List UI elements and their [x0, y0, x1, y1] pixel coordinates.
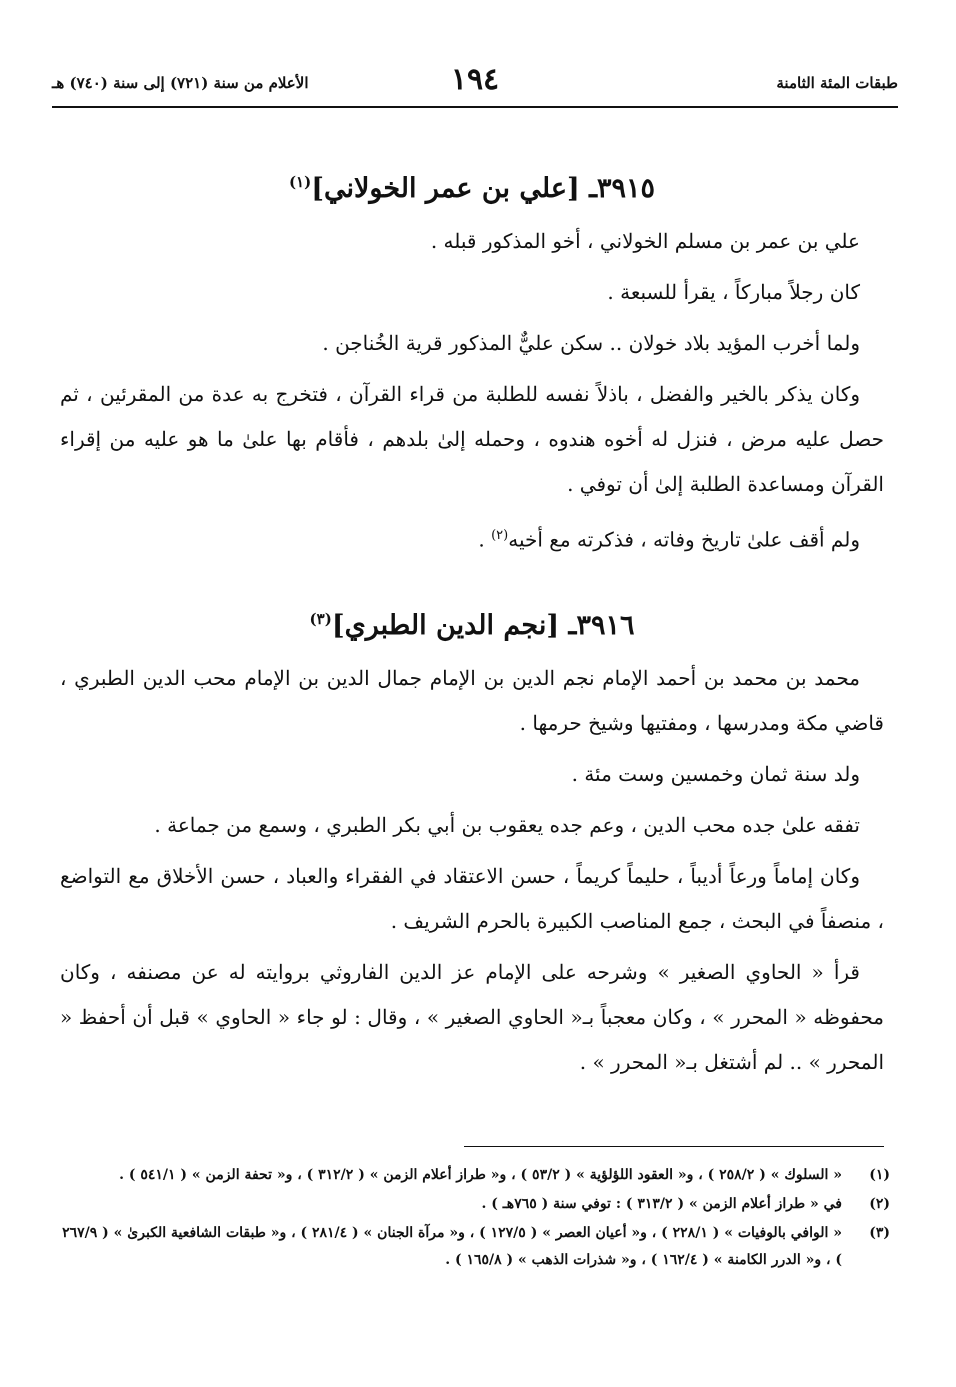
paragraph: علي بن عمر بن مسلم الخولاني ، أخو المذكور قبله .	[430, 229, 860, 253]
footnote-number: (٣)	[869, 1225, 890, 1241]
footnote-rule	[464, 1146, 884, 1147]
footnote-item	[52, 1220, 890, 1274]
paragraph: تفقه علىٰ جده محب الدين ، وعم جده يعقوب بن أبي بكر الطبري ، وسمع من جماعة .	[154, 812, 860, 837]
footnotes	[52, 1162, 890, 1276]
footnote-text: « السلوك » ( ٢٥٨/٢ ) ، و« العقود اللؤلؤية » ( ٥٣/٢ ) ، و« طراز أعلام الزمن » ( ٣١٢/٢ ) ، و« تحفة الزمن » ( ٥٤١/١ ) .	[119, 1167, 842, 1183]
entry-title-text: ٣٩١٦ـ [نجم الدين الطبري]	[331, 609, 635, 641]
footnote-item	[52, 1162, 890, 1189]
header-rule	[52, 106, 898, 108]
main-text	[60, 160, 884, 1091]
footnote-text: « الوافي بالوفيات » ( ٢٢٨/١ ) ، و« أعيان العصر » ( ١٢٧/٥ ) ، و« مرآة الجنان » ( ٢٨١/٤ ) ، و« طبقات الشافعية الكبرىٰ » ( ٢٦٧/٩ ) ، و« الدرر الكامنة » ( ١٦٢/٤ ) ، و« شذرات الذهب » ( ١٦٥/٨ ) .	[62, 1225, 842, 1268]
entry-title-3916	[60, 597, 884, 648]
header-section-title: طبقات المئة الثامنة	[776, 74, 898, 92]
entry-title-text: ٣٩١٥ـ [علي بن عمر الخولاني]	[311, 173, 656, 204]
footnote-ref-3: (٣)	[309, 609, 332, 628]
entry-title-3915	[60, 160, 884, 211]
paragraph: وكان إماماً ورعاً أديباً ، حليماً كريماً ، حسن الاعتقاد في الفقراء والعباد ، حسن الأخلاق مع التواضع ، منصفاً في البحث ، جمع المناصب الكبيرة بالحرم الشريف .	[60, 863, 884, 933]
running-header	[52, 62, 898, 102]
paragraph: ولد سنة ثمان وخمسين وست مئة .	[571, 761, 860, 786]
section-gap	[60, 569, 884, 597]
page-number: ١٩٤	[450, 62, 500, 97]
footnote-ref-2: (٢)	[491, 528, 509, 543]
paragraph: ولما أخرب المؤيد بلاد خولان .. سكن عليٌّ المذكور قرية الخُناجن .	[322, 331, 860, 355]
paragraph: محمد بن محمد بن أحمد الإمام نجم الدين بن الإمام جمال الدين بن الإمام محب الدين الطبري ، قاضي مكة ومدرسها ، ومفتيها وشيخ حرمها .	[60, 665, 884, 735]
paragraph: قرأ « الحاوي الصغير » وشرحه على الإمام عز الدين الفاروثي بروايته له عن مصنفه ، وكان محفوظه « المحرر » ، وكان معجباً بـ« الحاوي الصغير » ، وقال : لو جاء « الحاوي » قبل أن أحفظ « المحرر » .. لم أشتغل بـ« المحرر » .	[60, 959, 884, 1074]
paragraph: وكان يذكر بالخير والفضل ، باذلاً نفسه للطلبة من قراء القرآن ، فتخرج به عدة من المقرئين ، ثم حصل عليه مرض ، فنزل له أخوه هندوه ، وحمله إلىٰ بلدهم ، فأقام بها علىٰ ما هو عليه من إقراء القرآن ومساعدة الطلبة إلىٰ أن توفي .	[60, 382, 884, 496]
footnote-text: في « طراز أعلام الزمن » ( ٣١٣/٢ ) : توفي سنة ( ٧٦٥هـ ) .	[481, 1196, 842, 1212]
footnote-ref-1: (١)	[288, 173, 312, 191]
paragraph-text: ولم أقف علىٰ تاريخ وفاته ، فذكرته مع أخيه	[508, 527, 860, 552]
paragraph	[60, 513, 884, 563]
header-range-title: الأعلام من سنة (٧٢١) إلى سنة (٧٤٠) هـ	[52, 74, 309, 92]
footnote-number: (١)	[869, 1167, 890, 1183]
footnote-number: (٢)	[869, 1196, 890, 1212]
paragraph: كان رجلاً مباركاً ، يقرأ للسبعة .	[607, 280, 860, 304]
footnote-item	[52, 1191, 890, 1218]
paragraph-text-end: .	[478, 527, 492, 552]
